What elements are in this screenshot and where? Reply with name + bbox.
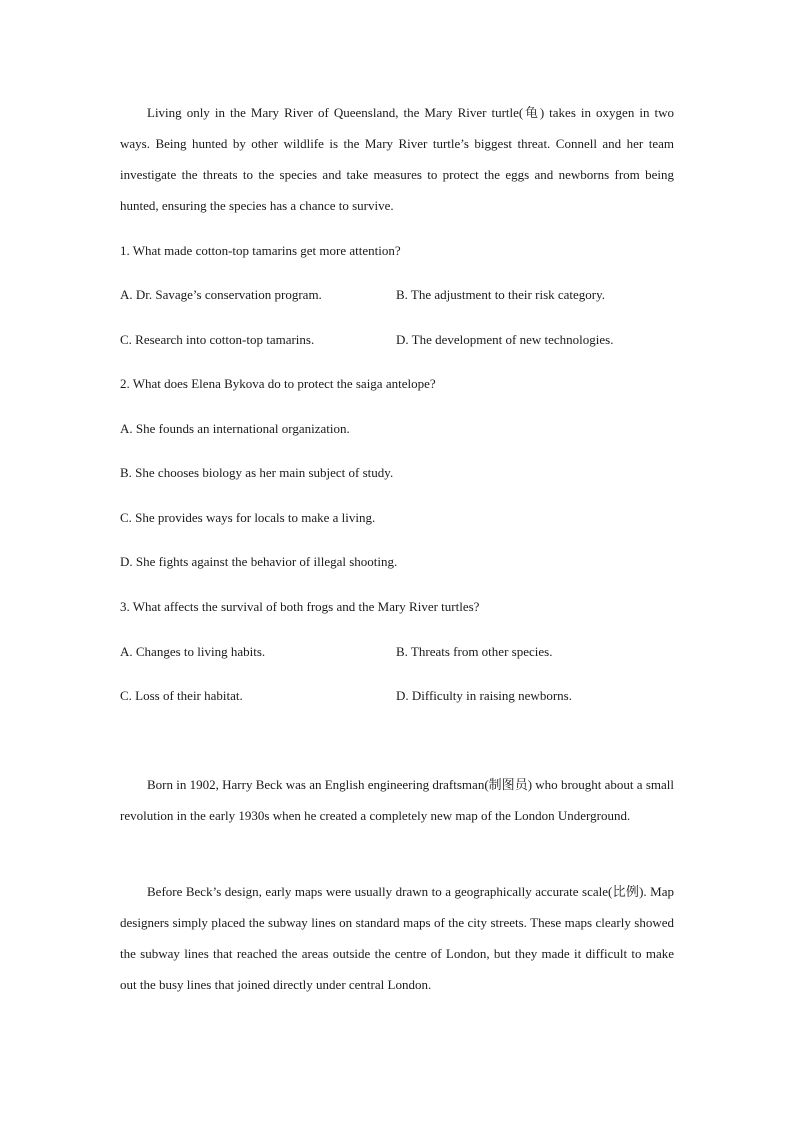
passage-beck-paragraph-2: Before Beck’s design, early maps were usually drawn to a geographically accurate scale(比例). Map designers simply placed the subway lines on standard maps of the city streets. These maps clearly showed the subway lines that reached the areas outside the centre of London, but they made it difficult to make out the busy lines that joined directly under central London. [120,884,674,992]
question-2-option-a: A. She founds an international organization. [120,421,350,436]
question-2-option-d: D. She fights against the behavior of illegal shooting. [120,554,398,569]
passage-beck-paragraph-1: Born in 1902, Harry Beck was an English engineering draftsman(制图员) who brought about a small revolution in the early 1930s when he created a completely new map of the London Underground. [120,777,674,823]
question-1-option-c: C. Research into cotton-top tamarins. [120,332,315,347]
question-3-option-c: C. Loss of their habitat. [120,688,243,703]
question-3-option-a: A. Changes to living habits. [120,644,266,659]
question-3-option-b: B. Threats from other species. [396,644,553,659]
question-3-stem: 3. What affects the survival of both frogs and the Mary River turtles? [120,599,480,614]
passage-turtle: Living only in the Mary River of Queensland, the Mary River turtle(龟) takes in oxygen in two ways. Being hunted by other wildlife is the Mary River turtle’s biggest threat. Connell and her team investigate the threats to the species and take measures to protect the eggs and newborns from being hunted, ensuring the species has a chance to survive. [120,105,674,213]
question-1-option-a: A. Dr. Savage’s conservation program. [120,287,322,302]
question-1-stem: 1. What made cotton-top tamarins get more attention? [120,243,401,258]
question-1-option-d: D. The development of new technologies. [396,332,614,347]
question-3-option-d: D. Difficulty in raising newborns. [396,688,572,703]
question-2-option-b: B. She chooses biology as her main subject of study. [120,465,394,480]
question-2-stem: 2. What does Elena Bykova do to protect the saiga antelope? [120,376,436,391]
question-1-option-b: B. The adjustment to their risk category. [396,287,606,302]
question-2-option-c: C. She provides ways for locals to make a living. [120,510,376,525]
